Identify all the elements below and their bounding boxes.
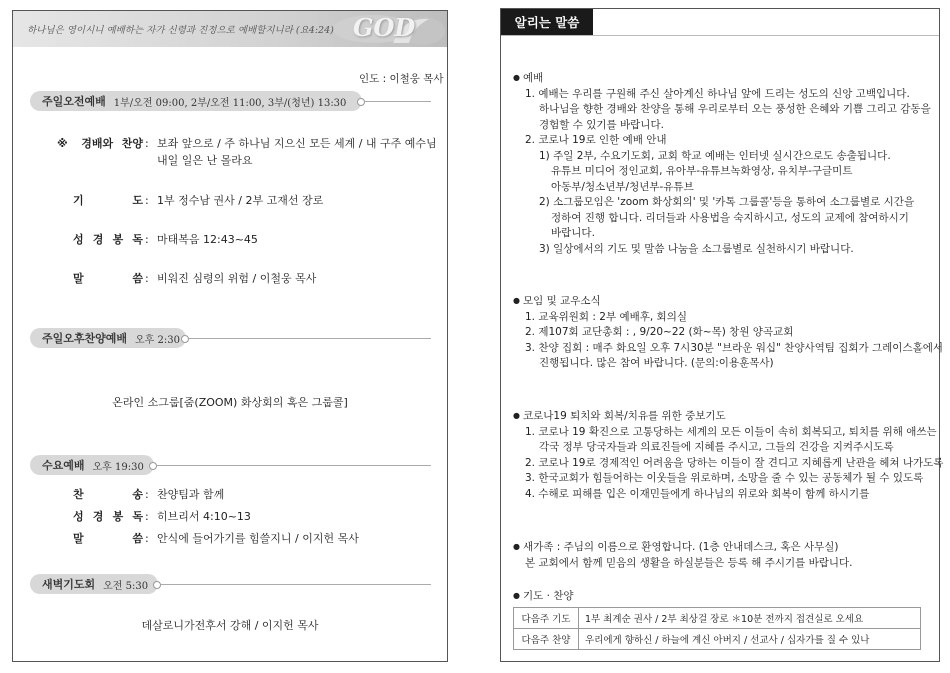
- notice-prayer-praise: [513, 589, 933, 605]
- notice-line: 3. 한국교회가 힘들어하는 이웃들을 위로하며, 소망을 줄 수 있는 공동체가 될 수 있도록: [525, 472, 924, 484]
- table-row: [514, 608, 921, 629]
- order-value: 보좌 앞으로 / 주 하나님 지으신 모든 세계 / 내 구주 예수님: [157, 137, 437, 150]
- table-cell-key: 다음주 기도: [514, 608, 579, 629]
- divider: [161, 584, 431, 585]
- notice-heading: ● 예배: [513, 71, 933, 87]
- notice-line: 1) 주일 2부, 수요기도회, 교회 학교 예배는 인터넷 실시간으로도 송출됩니다.: [539, 149, 891, 162]
- section-time: 오전 5:30: [103, 580, 149, 592]
- notice-line: 2. 코로나 19로 인한 예배 안내: [525, 134, 667, 146]
- pill-dot-icon: [357, 98, 365, 106]
- order-value: 찬양팀과 함께: [157, 488, 225, 501]
- order-value-line2: 내일 일은 난 몰라요: [157, 154, 253, 167]
- notice-heading: ● 코로나19 퇴치와 회복/치유를 위한 중보기도: [513, 409, 933, 425]
- pill-dot-icon: [181, 335, 189, 343]
- order-value: 안식에 들어가기를 힘쓸지니 / 이지헌 목사: [157, 532, 359, 545]
- afternoon-online-note: 온라인 소그룹[줌(ZOOM) 화상회의 혹은 그룹콜]: [112, 396, 348, 409]
- order-value: 1부 정수남 권사 / 2부 고재선 장로: [157, 194, 324, 207]
- worship-order-page: 하나님은 영이시니 예배하는 자가 신령과 진정으로 예배할지니라 (요4:24) GOD 인도 : 이철웅 목사 주일오전예배 1부/오전 09:00, 2부/오전 11:00, 3부/(청년) 13:30 ※ 경배와 찬양 : 보좌 앞으로 / 주 하나님 지으신 모든 세계 / 내 구주 예수님 내일 일은 난 몰라요 기 도 : 1부 정수남 권사 / 2부 고재선 장로 성 경 봉 독 : 마태복음 12:43~45 말 씀 : 비워진 심령의 위험 / 이철웅 목사 주일오후찬양예배 오후 2:30 온라인 소그룹[줌(ZOOM) 화상회의 혹은 그룹콜] 수요예배 오후 19:30 찬 송 : 찬양팀과 함께 성 경 봉 독 : 히브리서 4:10~13 말 씀 : 안식에 들어가기를 힘쓸지니 / 이지헌 목사 새벽기도회 오전 5:30 데살로니가전후서 강해 / 이지헌 목사: [12, 10, 448, 662]
- notice-worship: [513, 71, 933, 257]
- notice-line: 진행됩니다. 많은 참여 바랍니다. (문의:이용훈목사): [539, 357, 774, 369]
- notice-heading: ● 모임 및 교우소식: [513, 294, 933, 310]
- notice-line: 유튜브 미디어 정인교회, 유아부-유튜브녹화영상, 유치부-구글미트: [551, 165, 853, 177]
- section-morning-worship: [30, 91, 362, 111]
- notice-corona-prayer: [513, 409, 944, 502]
- order-row-praise: ※ 경배와 찬양 : 보좌 앞으로 / 주 하나님 지으신 모든 세계 / 내 구주 예수님 내일 일은 난 몰라요: [57, 137, 437, 167]
- section-time: 오후 19:30: [92, 461, 144, 473]
- section-title: 주일오후찬양예배: [42, 332, 128, 345]
- pill-dot-icon: [149, 462, 157, 470]
- table-cell-value: 1부 최계순 권사 / 2부 최상걸 장로 ＊10분 전까지 접견실로 오세요: [579, 608, 921, 629]
- notice-line: 4. 수해로 피해를 입은 이재민들에게 하나님의 위로와 회복이 함께 하시기를: [525, 487, 870, 500]
- order-label: ※ 경배와 찬양: [57, 137, 143, 150]
- announcements-page: [500, 8, 944, 662]
- notice-line: 2. 제107회 교단총회 : , 9/20~22 (화~목) 창원 양곡교회: [525, 326, 794, 338]
- notice-line: 3) 일상에서의 기도 및 말씀 나눔을 소그룹별로 실천하시기 바랍니다.: [539, 242, 854, 255]
- god-logo-text: GOD: [353, 13, 416, 42]
- order-label: 찬 송: [73, 488, 143, 501]
- announcements-title: 알리는 말씀: [501, 9, 593, 35]
- notice-heading: ● 기도 · 찬양: [513, 589, 933, 605]
- order-label: 성 경 봉 독: [73, 233, 143, 246]
- section-title: 수요예배: [42, 459, 85, 472]
- notice-line: 경험할 수 있기를 바랍니다.: [539, 118, 664, 131]
- section-title: 새벽기도회: [42, 578, 96, 591]
- order-label: 말 씀: [73, 272, 143, 285]
- prayer-praise-table: [513, 607, 921, 650]
- divider: [157, 465, 431, 466]
- scripture-banner: [13, 11, 447, 47]
- order-value: 히브리서 4:10~13: [157, 510, 251, 523]
- notice-line: 아동부/청소년부/청년부-유튜브: [551, 180, 694, 193]
- notice-newcomer: [513, 540, 933, 571]
- order-value: 마태복음 12:43~45: [157, 233, 258, 246]
- notice-meetings: [513, 294, 944, 372]
- table-cell-key: 다음주 찬양: [514, 629, 579, 650]
- order-label: 성 경 봉 독: [73, 510, 143, 523]
- section-time: 1부/오전 09:00, 2부/오전 11:00, 3부/(청년) 13:30: [113, 97, 347, 109]
- section-title: 주일오전예배: [42, 95, 106, 108]
- title-underline: [501, 35, 939, 36]
- order-value: 비워진 심령의 위험 / 이철웅 목사: [157, 272, 317, 285]
- notice-line: 바랍니다.: [551, 227, 595, 239]
- divider: [189, 338, 431, 339]
- notice-line: 1. 교육위원회 : 2부 예배후, 회의실: [525, 310, 687, 323]
- notice-line: 1. 예배는 우리를 구원해 주신 살아계신 하나님 앞에 드리는 성도의 신앙 고백입니다.: [525, 87, 910, 100]
- notice-line: 하나님을 향한 경배와 찬양을 통해 우리로부터 오는 풍성한 은혜와 기쁨 그리고 감동을: [539, 103, 931, 115]
- notice-line: 각국 정부 당국자들과 의료진들에 지혜를 주시고, 그들의 건강을 지켜주시도록: [539, 441, 894, 453]
- notice-line: 본 교회에서 함께 믿음의 생활을 하실분들은 등록 해 주시기를 바랍니다.: [525, 556, 853, 569]
- section-dawn-prayer: [30, 574, 158, 594]
- notice-line: 2. 코로나 19로 경제적인 어려움을 당하는 이들이 잘 견디고 지혜롭게 난관을 헤쳐 나가도록: [525, 456, 944, 469]
- worship-leader: 인도 : 이철웅 목사: [359, 73, 444, 85]
- order-label: 기 도: [73, 194, 143, 207]
- scripture-verse: 하나님은 영이시니 예배하는 자가 신령과 진정으로 예배할지니라 (요4:24): [27, 25, 334, 36]
- section-time: 오후 2:30: [135, 334, 180, 346]
- order-label: 말 씀: [73, 532, 143, 545]
- notice-line: 3. 찬양 집회 : 매주 화요일 오후 7시30분 "브라운 워십" 찬양사역팀 집회가 그레이스홀에서: [525, 341, 944, 354]
- pill-dot-icon: [153, 581, 161, 589]
- section-afternoon-worship: [30, 328, 186, 348]
- notice-line: 정하여 진행 합니다. 리더들과 사용법을 숙지하시고, 성도의 교제에 참여하시기: [551, 211, 909, 224]
- notice-line: 2) 소그룹모임은 'zoom 화상회의' 및 '카톡 그룹콜'등을 통하여 소그룹별로 시간을: [539, 196, 915, 208]
- table-cell-value: 우리에게 향하신 / 하늘에 계신 아버지 / 선교사 / 십자가를 질 수 있나: [579, 629, 921, 650]
- divider: [365, 101, 431, 102]
- dawn-sermon-series: 데살로니가전후서 강해 / 이지헌 목사: [141, 619, 319, 632]
- notice-line: 1. 코로나 19 확진으로 고통당하는 세계의 모든 이들이 속히 회복되고, 퇴치를 위해 애쓰는: [525, 425, 937, 438]
- section-wednesday-worship: [30, 455, 154, 475]
- notice-heading: ● 새가족 : 주님의 이름으로 환영합니다. (1층 안내데스크, 혹은 사무실): [513, 540, 933, 556]
- table-row: [514, 629, 921, 650]
